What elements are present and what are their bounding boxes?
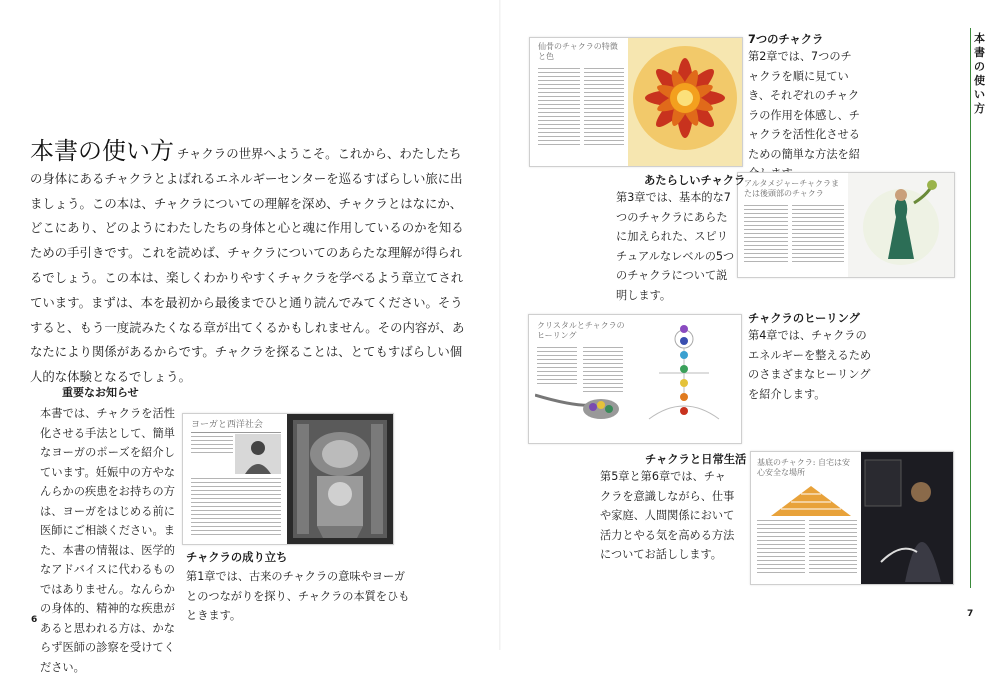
section-healing-body: 第4章では、チャクラのエネルギーを整えるためのさまざまなヒーリングを紹介します。 xyxy=(748,329,872,401)
meditating-figure-illustration xyxy=(848,173,954,277)
thumbnail-alta-major xyxy=(737,172,955,278)
section-origin-heading: チャクラの成り立ち xyxy=(186,551,288,564)
section-healing-heading: チャクラのヒーリング xyxy=(748,312,860,325)
thumbnail-crystal-title: クリスタルとチャクラのヒーリング xyxy=(537,321,625,340)
page-title: 本書の使い方 xyxy=(30,137,174,165)
crystal-spoon-photo xyxy=(535,385,625,425)
thumbnail-base-chakra xyxy=(750,451,954,585)
needs-pyramid-diagram xyxy=(771,486,851,516)
thumbnail-yoga-west-title: ヨーガと西洋社会 xyxy=(191,420,263,430)
thumbnail-seven-chakras xyxy=(529,37,743,167)
thumbnail-seven-title: 仙骨のチャクラの特徴と色 xyxy=(538,42,618,61)
notice-body: 本書では、チャクラを活性化させる手法として、簡単なヨーガのポーズを紹介しています。妊娠中の方やなんらかの疾患をお持ちの方は、ヨーガをはじめる前に医師にご相談ください。また、本書の情報は、医学的なアドバイスに代わるものではありません。なんらかの身体的、精神的な疾患があると思われる方は、かならず医師の診察を受けてください。 xyxy=(40,407,175,674)
thumbnail-yoga-west xyxy=(182,413,394,545)
thumbnail-alta-title: アルタメジャーチャクラまたは後頭部のチャクラ xyxy=(744,179,839,198)
section-origin-body: 第1章では、古来のチャクラの意味やヨーガとのつながりを探り、チャクラの本質をひもときます。 xyxy=(186,570,410,622)
section-seven-heading: 7つのチャクラ xyxy=(748,33,824,46)
dark-figure-photo xyxy=(861,452,953,584)
chakra-body-diagram xyxy=(629,323,739,439)
section-seven-body: 第2章では、7つのチャクラを順に見ていき、それぞれのチャクラの作用を体感し、チャクラを活性化させるための簡単な方法を紹 xyxy=(748,50,860,161)
section-new-heading: あたらしいチャクラ xyxy=(644,174,746,187)
section-new-body: 第3章では、基本的な7つのチャクラにあらたに加えられた、スピリチュアルなレベルの5つのチャクラについて説明します。 xyxy=(616,191,735,302)
carved-sculpture-photo xyxy=(287,414,393,544)
section-daily-body: 第5章と第6章では、チャクラを意識しながら、仕事や家庭、人間関係において活力とやる気を高める方法についてお話しします。 xyxy=(600,470,735,561)
intro-paragraph: チャクラの世界へようこそ。これから、わたしたちの身体にあるチャクラとよばれるエネルギーセンターを巡るすばらしい旅に出ましょう。この本は、チャクラについての理解を深め、チャクラとはなにか、どこにあり、どのようにわたしたちの身体と心と魂に作用しているのかを知るための手引きです。これを読めば、チャクラについてのあらたな理解が得られるでしょう。この本は、楽しくわかりやすくチャクラを学べるよう章立てされています。まずは、本を最初から最後までひと通り読んでみてください。そうすると、もう一度読みたくなる章が出てくるかもしれません。その内容が、あなたにより関係があるからです。チャクラを探ることは、とてもすばらしい個人的な体験となるでしょう。 xyxy=(30,146,465,385)
thumbnail-crystal-healing xyxy=(528,314,742,444)
page-number-left: 6 xyxy=(31,615,38,625)
page-number-right: 7 xyxy=(967,609,974,619)
notice-heading: 重要なお知らせ xyxy=(62,386,139,399)
page-gutter xyxy=(499,0,501,650)
section-daily-heading: チャクラと日常生活 xyxy=(645,453,747,466)
chapter-side-tab xyxy=(970,28,991,588)
portrait-photo xyxy=(235,434,281,474)
mandala-illustration xyxy=(628,38,742,166)
thumbnail-base-title: 基底のチャクラ: 自宅は安心安全な場所 xyxy=(757,458,850,477)
side-tab-label: 本書の使い方 xyxy=(974,32,985,115)
